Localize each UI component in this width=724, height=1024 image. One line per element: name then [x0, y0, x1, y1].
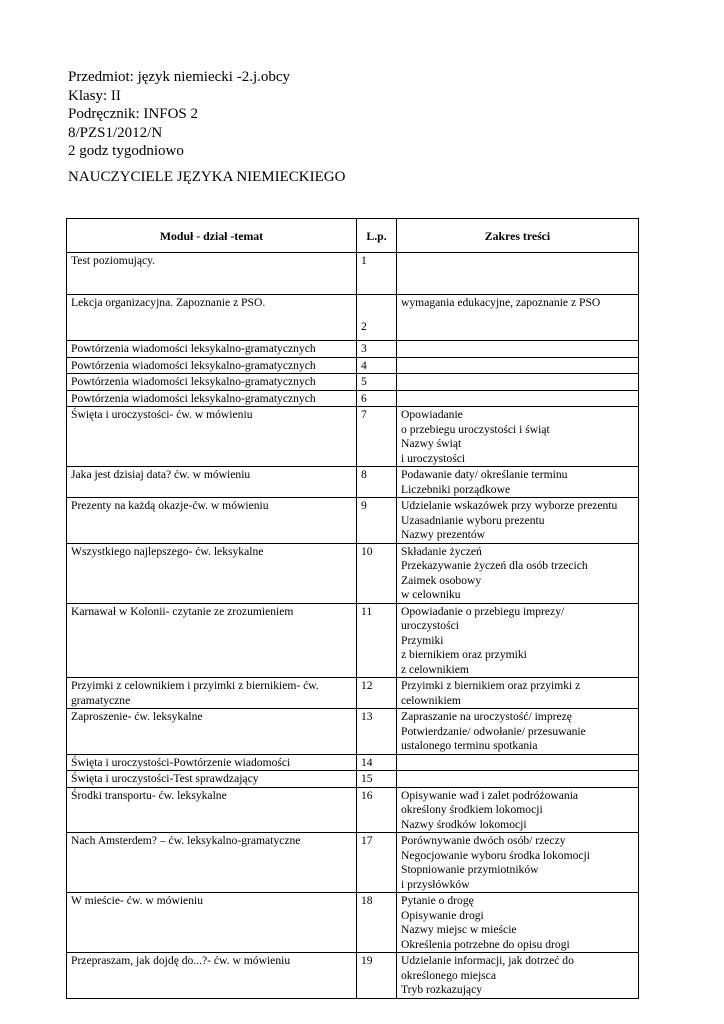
column-header-lp: L.p. [357, 219, 397, 253]
topic-cell: Lekcja organizacyjna. Zapoznanie z PSO. [67, 295, 357, 341]
document-header [68, 68, 290, 161]
content-line: Nazwy środków lokomocji [401, 817, 527, 831]
content-line: określonego miejsca [401, 968, 496, 982]
content-line: Nazwy prezentów [401, 528, 486, 541]
content-cell [397, 833, 639, 893]
topic-cell: Święta i uroczystości- ćw. w mówieniu [67, 407, 357, 467]
topic-cell: Zaproszenie- ćw. leksykalne [67, 709, 357, 755]
table-row [67, 787, 639, 833]
table-row [67, 754, 639, 771]
lp-cell: 2 [357, 295, 397, 341]
content-cell [397, 467, 639, 498]
program-code-line: 8/PZS1/2012/N [68, 124, 163, 141]
content-line: Składanie życzeń [401, 544, 482, 558]
topic-cell: Powtórzenia wiadomości leksykalno-gramatycznych [67, 390, 357, 407]
column-header-topic: Moduł - dział -temat [67, 219, 357, 253]
topic-cell: Jaka jest dzisiaj data? ćw. w mówieniu [67, 467, 357, 498]
table-row [67, 953, 639, 999]
topic-cell: Powtórzenia wiadomości leksykalno-gramatycznych [67, 357, 357, 374]
lp-cell: 4 [357, 357, 397, 374]
topic-cell: Powtórzenia wiadomości leksykalno-gramatycznych [67, 341, 357, 358]
content-line: określony środkiem lokomocji [401, 803, 543, 816]
content-line: ustalonego terminu spotkania [401, 739, 538, 752]
content-cell [397, 295, 639, 341]
content-line: Udzielanie wskazówek przy wyborze prezentu [401, 499, 618, 512]
content-line: z biernikiem oraz przymiki [401, 648, 527, 661]
content-cell [397, 253, 639, 295]
curriculum-table [66, 218, 639, 999]
lp-cell: 15 [357, 771, 397, 788]
content-line: Przymiki [401, 633, 444, 647]
content-cell [397, 771, 639, 788]
content-line: Udzielanie informacji, jak dotrzeć do [401, 954, 574, 967]
classes-line: Klasy: II [68, 87, 121, 104]
table-row [67, 771, 639, 788]
topic-cell: Przyimki z celownikiem i przyimki z biernikiem- ćw. gramatyczne [67, 678, 357, 709]
lp-cell: 10 [357, 543, 397, 603]
content-cell [397, 953, 639, 999]
table-row [67, 893, 639, 953]
topic-cell: Święta i uroczystości-Test sprawdzający [67, 771, 357, 788]
subject-line: Przedmiot: język niemiecki -2.j.obcy [68, 69, 291, 85]
table-row [67, 374, 639, 391]
table-row [67, 678, 639, 709]
content-cell [397, 678, 639, 709]
lp-cell: 7 [357, 407, 397, 467]
lp-cell: 11 [357, 603, 397, 678]
content-line: Porównywanie dwóch osób/ rzeczy [401, 834, 566, 847]
content-line: o przebiegu uroczystości i świąt [401, 422, 550, 436]
topic-cell: Wszystkiego najlepszego- ćw. leksykalne [67, 543, 357, 603]
table-body [67, 253, 639, 999]
lp-cell: 16 [357, 787, 397, 833]
table-row [67, 467, 639, 498]
content-cell [397, 543, 639, 603]
topic-cell: Karnawał w Kolonii- czytanie ze zrozumieniem [67, 603, 357, 678]
content-cell [397, 787, 639, 833]
topic-cell: Środki transportu- ćw. leksykalne [67, 787, 357, 833]
content-line: Opisywanie wad i zalet podróżowania [401, 788, 579, 802]
lp-cell: 1 [357, 253, 397, 295]
content-cell [397, 341, 639, 358]
content-line: Stopniowanie przymiotników [401, 863, 539, 876]
content-line: i przysłówków [401, 877, 470, 891]
content-cell [397, 357, 639, 374]
content-line: Przekazywanie życzeń dla osób trzecich [401, 559, 588, 572]
topic-cell: Prezenty na każdą okazje-ćw. w mówieniu [67, 498, 357, 544]
content-line: Opisywanie drogi [401, 908, 484, 922]
content-line: Potwierdzanie/ odwołanie/ przesuwanie [401, 724, 586, 738]
content-line: Uzasadnianie wyboru prezentu [401, 513, 545, 527]
content-line: Nazwy świąt [401, 437, 462, 450]
table-row [67, 341, 639, 358]
content-line: i uroczystości [401, 451, 466, 465]
table-row [67, 603, 639, 678]
lp-cell: 3 [357, 341, 397, 358]
lp-cell: 6 [357, 390, 397, 407]
content-line: Negocjowanie wyboru środka lokomocji [401, 848, 590, 862]
topic-cell: W mieście- ćw. w mówieniu [67, 893, 357, 953]
content-line: Pytanie o drogę [401, 894, 474, 907]
lp-cell: 8 [357, 467, 397, 498]
topic-cell: Święta i uroczystości-Powtórzenie wiadomości [67, 754, 357, 771]
content-cell [397, 603, 639, 678]
content-line: Przyimki z biernikiem oraz przyimki z [401, 679, 581, 692]
content-cell [397, 498, 639, 544]
table-row [67, 833, 639, 893]
content-line: Zaimek osobowy [401, 573, 482, 587]
lp-cell: 17 [357, 833, 397, 893]
table-row [67, 390, 639, 407]
content-line: Zapraszanie na uroczystość/ imprezę [401, 710, 572, 723]
hours-line: 2 godz tygodniowo [68, 143, 184, 159]
content-line: Liczebniki porządkowe [401, 482, 511, 496]
content-line: w celowniku [401, 588, 461, 601]
content-line: z celownikiem [401, 662, 469, 676]
table-row [67, 709, 639, 755]
content-line: Określenia potrzebne do opisu drogi [401, 937, 570, 951]
lp-cell: 14 [357, 754, 397, 771]
table-row [67, 357, 639, 374]
content-cell [397, 390, 639, 407]
content-cell [397, 709, 639, 755]
teachers-heading: NAUCZYCIELE JĘZYKA NIEMIECKIEGO [68, 169, 346, 185]
lp-cell: 13 [357, 709, 397, 755]
lp-cell: 9 [357, 498, 397, 544]
content-line: wymagania edukacyjne, zapoznanie z PSO [401, 296, 601, 309]
content-line: Podawanie daty/ określanie terminu [401, 468, 568, 481]
content-line: Nazwy miejsc w mieście [401, 923, 517, 936]
topic-cell: Test poziomujący. [67, 253, 357, 295]
lp-cell: 5 [357, 374, 397, 391]
content-cell [397, 407, 639, 467]
lp-cell: 12 [357, 678, 397, 709]
content-line: celownikiem [401, 693, 461, 707]
topic-cell: Powtórzenia wiadomości leksykalno-gramatycznych [67, 374, 357, 391]
content-line: Tryb rozkazujący [401, 983, 483, 996]
topic-cell: Przepraszam, jak dojdę do...?- ćw. w mówieniu [67, 953, 357, 999]
topic-cell: Nach Amsterdem? – ćw. leksykalno-gramatyczne [67, 833, 357, 893]
lp-cell: 18 [357, 893, 397, 953]
table-row [67, 498, 639, 544]
content-line: Opowiadanie [401, 408, 463, 421]
table-header-row [67, 219, 639, 253]
textbook-line: Podręcznik: INFOS 2 [68, 106, 198, 122]
content-line: Opowiadanie o przebiegu imprezy/ [401, 604, 565, 618]
table-row [67, 543, 639, 603]
content-cell [397, 374, 639, 391]
column-header-content: Zakres treści [397, 219, 639, 253]
content-cell [397, 893, 639, 953]
content-line: uroczystości [401, 619, 459, 632]
lp-cell: 19 [357, 953, 397, 999]
content-cell [397, 754, 639, 771]
table-row [67, 407, 639, 467]
table-row [67, 295, 639, 341]
table-row [67, 253, 639, 295]
